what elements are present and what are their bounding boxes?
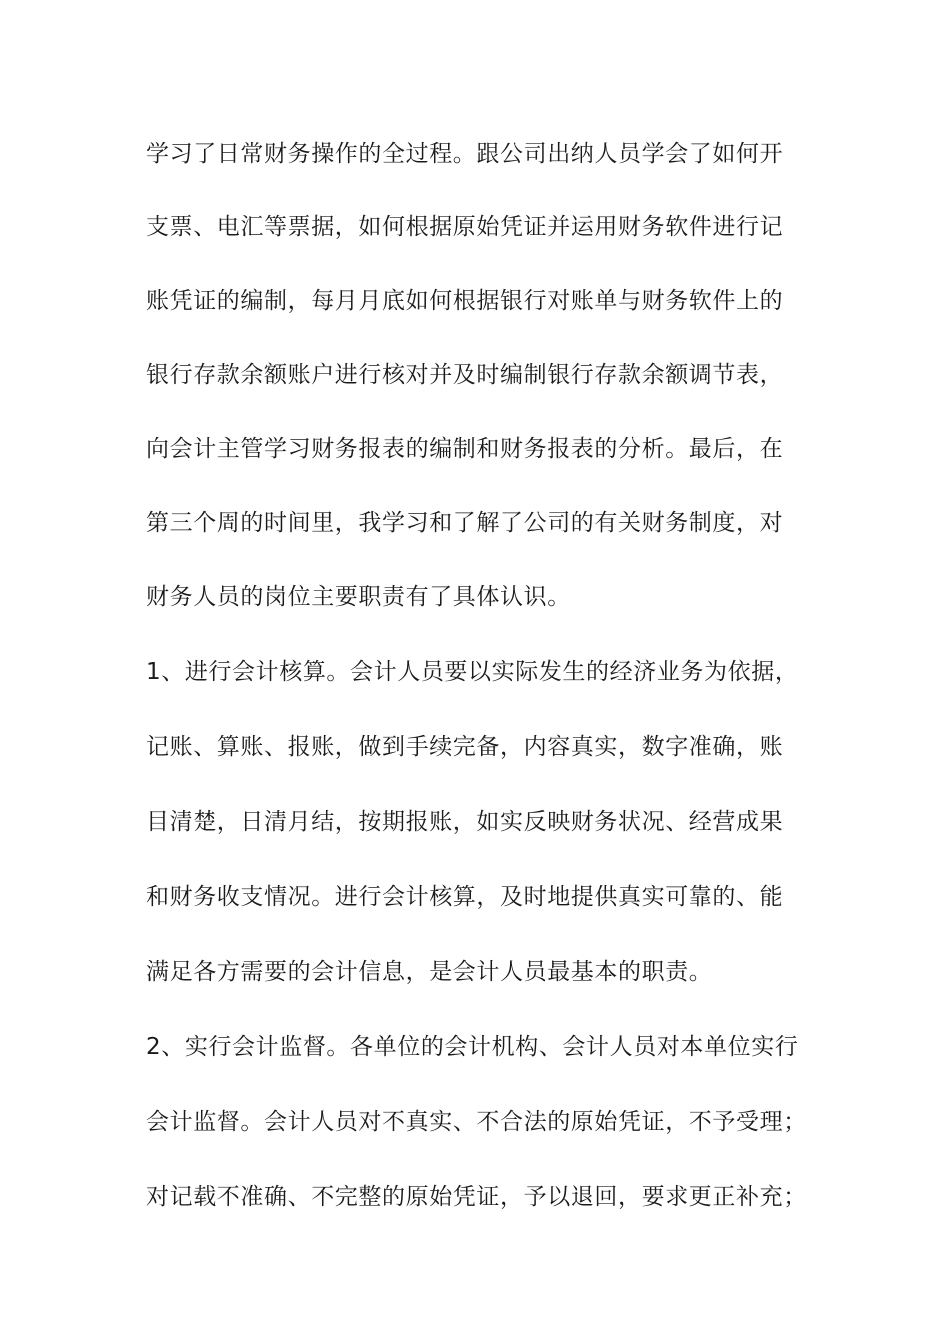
paragraph-line-2: 支票、电汇等票据，如何根据原始凭证并运用财务软件进行记 (146, 214, 784, 240)
paragraph-line-3: 账凭证的编制，每月月底如何根据银行对账单与财务软件上的 (146, 288, 784, 314)
list-item-1-line-5: 满足各方需要的会计信息，是会计人员最基本的职责。 (146, 959, 713, 985)
list-item-1-line-2: 记账、算账、报账，做到手续完备，内容真实，数字准确，账 (146, 734, 784, 760)
list-item-1-line-4: 和财务收支情况。进行会计核算，及时地提供真实可靠的、能 (146, 884, 784, 910)
list-item-2-line-1: 2、实行会计监督。各单位的会计机构、会计人员对本单位实行 (146, 1034, 799, 1060)
paragraph-line-5: 向会计主管学习财务报表的编制和财务报表的分析。最后，在 (146, 436, 784, 462)
paragraph-line-1: 学习了日常财务操作的全过程。跟公司出纳人员学会了如何开 (146, 141, 784, 167)
list-item-2-line-3: 对记载不准确、不完整的原始凭证，予以退回，要求更正补充； (146, 1184, 807, 1210)
list-item-2-line-2: 会计监督。会计人员对不真实、不合法的原始凭证，不予受理； (146, 1109, 807, 1135)
paragraph-line-4: 银行存款余额账户进行核对并及时编制银行存款余额调节表， (146, 362, 784, 388)
paragraph-line-6: 第三个周的时间里，我学习和了解了公司的有关财务制度，对 (146, 510, 784, 536)
list-item-1-line-3: 目清楚，日清月结，按期报账，如实反映财务状况、经营成果 (146, 809, 784, 835)
paragraph-line-7: 财务人员的岗位主要职责有了具体认识。 (146, 584, 571, 610)
list-item-1-line-1: 1、进行会计核算。会计人员要以实际发生的经济业务为依据， (146, 659, 799, 685)
